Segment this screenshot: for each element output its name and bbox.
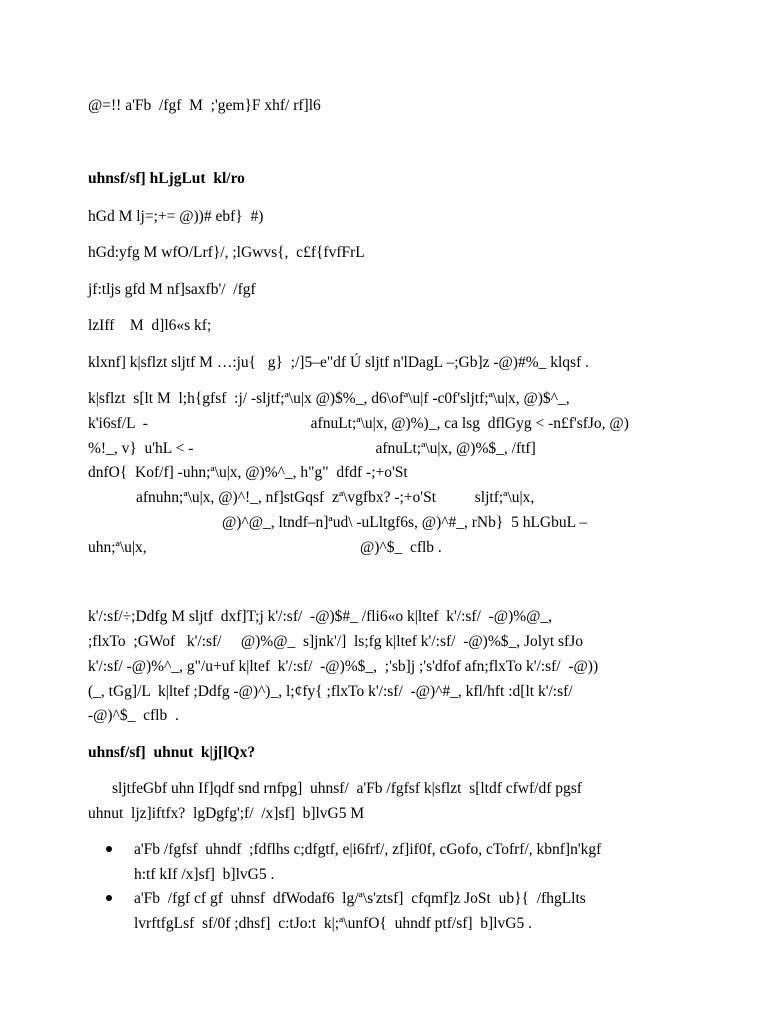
section-heading-ghazal-traits: uhnsf/sf] uhnut k|j[lQx? <box>88 744 256 761</box>
bullet-item-line: h:tf kIf /x]sf] b]lvG5 . <box>134 866 275 883</box>
first-poem-line: klxnf] k|sflzt sljtf M …:ju{ g} ;/]5–e"df Ú sljtf n'lDagL –;Gb]z -@)#%_ klqsf . <box>88 354 589 371</box>
awards-line: k'/:sf/÷;Ddfg M sljtf dxf]T;j k'/:sf/ -@)$#_ /fli6«o k|ltef k'/:sf/ -@)%@_, <box>88 608 553 625</box>
document-title: @=!! a'Fb /fgf M ;'gem}F xhf/ rf]l6 <box>88 97 321 114</box>
education-line: lzIff M d]l6«s kf; <box>88 317 212 334</box>
traits-intro-line: uhnut ljz]iftfx? lgDgfg';f/ /x]sf] b]lvG5 M <box>88 805 365 822</box>
section-heading-biography: uhnsf/sf] hLjgLut kl/ro <box>88 170 245 187</box>
awards-line: (_, tGg]/L k|ltef ;Ddfg -@)^)_, l;¢fy{ ;flxTo k'/:sf/ -@)^#_, kfl/hft :d[lt k'/:sf/ <box>88 683 573 700</box>
bullet-marker <box>106 846 112 852</box>
published-works-line: k|sflzt s[lt M l;h{gfsf :j/ -sljtf;ª\u|x @)$%_, d6\ofª\u|f -c0f'sljtf;ª\u|x, @)$^_, <box>88 390 570 407</box>
awards-line: -@)^$_ cflb . <box>88 707 179 724</box>
published-works-line: @)^$_ cflb . <box>360 539 442 556</box>
published-works-line: @)^@_, ltndf–n]ªud\ -uLltgf6s, @)^#_, rNb} 5 hLGbuL – <box>222 514 588 531</box>
published-works-line: dnfO{ Kof/f] -uhn;ª\u|x, @)%^_, h"g" dfdf -;+o'St <box>88 464 408 481</box>
published-works-line: k'i6sf/L - afnuLt;ª\u|x, @)%)_, ca lsg dflGyg < -n£f'sfJo, @) <box>88 415 629 432</box>
awards-line: k'/:sf/ -@)%^_, g"/u+uf k|ltef k'/:sf/ -@)%$_, ;'sb]j ;'s'dfof afn;flxTo k'/:sf/ -@)) <box>88 658 599 675</box>
bullet-item-line: a'Fb /fgf cf gf uhnsf dfWodaf6 lg/ª\s'ztsf] cfqmf]z JoSt ub}{ /fhgLlts <box>134 890 586 907</box>
published-works-line: uhn;ª\u|x, <box>88 539 147 556</box>
bullet-item-line: a'Fb /fgfsf uhndf ;fdflhs c;dfgtf, e|i6frf/, zf]if0f, cGofo, cTofrf/, kbnf]n'kgf <box>134 841 602 858</box>
published-works-line: afnuhn;ª\u|x, @)^!_, nf]stGqsf zª\vgfbx? -;+o'St sljtf;ª\u|x, <box>136 489 535 506</box>
published-works-line: %!_, v} u'hL < - afnuLt;ª\u|x, @)%$_, /ftf] <box>88 440 536 457</box>
real-name-line: jf:tljs gfd M nf]saxfb'/ /fgf <box>88 281 256 298</box>
traits-intro-line: sljtfeGbf uhn If]qdf snd rnfpg] uhnsf/ a'Fb /fgfsf k|sflzt s[ltdf cfwf/df pgsf <box>112 780 582 797</box>
birth-place-line: hGd:yfg M wfO/Lrf}/, ;lGwvs{, c£f{fvfFrL <box>88 244 365 261</box>
bullet-marker <box>106 895 112 901</box>
awards-line: ;flxTo ;GWof k'/:sf/ @)%@_ s]jnk'/] ls;fg k|ltef k'/:sf/ -@)%$_, Jolyt sfJo <box>88 633 583 650</box>
bullet-item-line: lvrftfgLsf sf/0f ;dhsf] c:tJo:t k|;ª\unfO{ uhndf ptf/sf] b]lvG5 . <box>134 915 532 932</box>
birth-date-line: hGd M lj=;+= @))# ebf} #) <box>88 208 264 225</box>
